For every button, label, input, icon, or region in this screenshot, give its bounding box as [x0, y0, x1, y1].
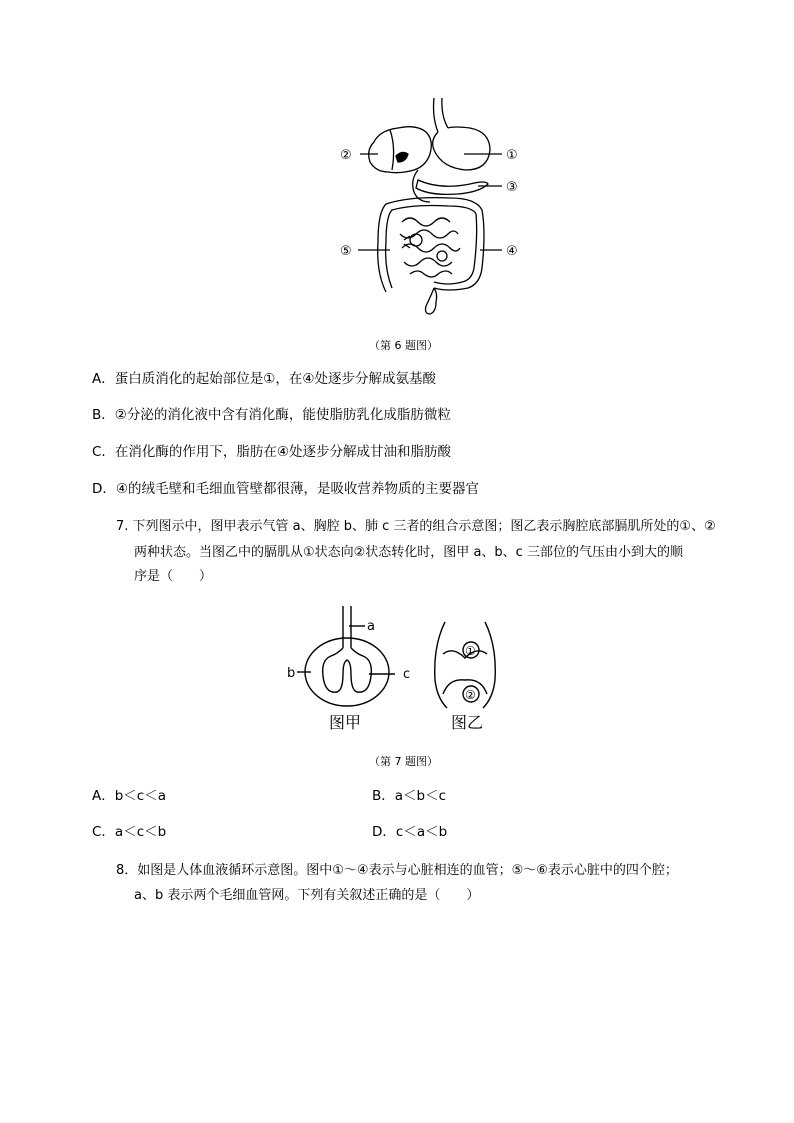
label-2: ②: [340, 148, 352, 163]
label-a: a: [367, 619, 375, 634]
label-1: ①: [506, 148, 518, 163]
digestive-system-figure: [330, 92, 530, 317]
label-b: b: [287, 666, 296, 681]
fig6-caption: （第 6 题图）: [369, 339, 438, 352]
q8-stem-line-1: 8．如图是人体血液循环示意图。图中①～④表示与心脏相连的血管；⑤～⑥表示心脏中的四个腔；: [116, 863, 678, 878]
q6-option-c: C．在消化酶的作用下，脂肪在④处逐步分解成甘油和脂肪酸: [92, 444, 452, 460]
q7-option-c: C．a＜c＜b: [92, 824, 167, 840]
small-intestine-coils: [400, 218, 460, 277]
q7-option-b: B．a＜b＜c: [372, 788, 447, 804]
figure-jia: [297, 606, 395, 706]
label-5: ⑤: [340, 244, 352, 259]
large-intestine-shape: [378, 198, 484, 292]
trachea-shape: [343, 606, 351, 648]
q6-option-d: D．④的绒毛壁和毛细血管壁都很薄，是吸收营养物质的主要器官: [92, 481, 479, 497]
q7-option-d: D．c＜a＜b: [372, 824, 448, 840]
stomach-shape: [433, 127, 490, 170]
respiratory-figure: [285, 600, 525, 740]
q6-option-a: A．蛋白质消化的起始部位是①，在④处逐步分解成氨基酸: [92, 371, 436, 387]
q7-option-a: A．b＜c＜a: [92, 788, 166, 804]
label-4: ④: [506, 244, 518, 259]
thorax-shape: [305, 638, 389, 706]
rectum-shape: [426, 288, 437, 314]
pancreas-shape: [416, 180, 488, 194]
q7-stem-line-2: 两种状态。当图乙中的膈肌从①状态向②状态转化时，图甲 a、b、c 三部位的气压由小到大的顺: [134, 545, 683, 560]
label-state-2: ②: [465, 688, 476, 702]
label-figure-yi: 图乙: [451, 713, 484, 732]
liver-shape: [369, 127, 432, 173]
label-c: c: [403, 667, 411, 682]
q8-stem-line-2: a、b 表示两个毛细血管网。下列有关叙述正确的是（ ）: [134, 888, 480, 903]
q6-option-b: B．②分泌的消化液中含有消化酶，能使脂肪乳化成脂肪微粒: [92, 407, 451, 423]
label-3: ③: [506, 180, 518, 195]
label-figure-jia: 图甲: [329, 713, 362, 732]
q7-stem-line-3: 序是（ ）: [134, 569, 213, 584]
fig7-caption: （第 7 题图）: [369, 755, 438, 768]
label-state-1: ①: [465, 644, 476, 658]
q7-stem-line-1: 7. 下列图示中，图甲表示气管 a、胸腔 b、肺 c 三者的组合示意图；图乙表示胸腔底部膈肌所处的①、②: [116, 519, 716, 534]
lungs-shape: [323, 648, 372, 692]
